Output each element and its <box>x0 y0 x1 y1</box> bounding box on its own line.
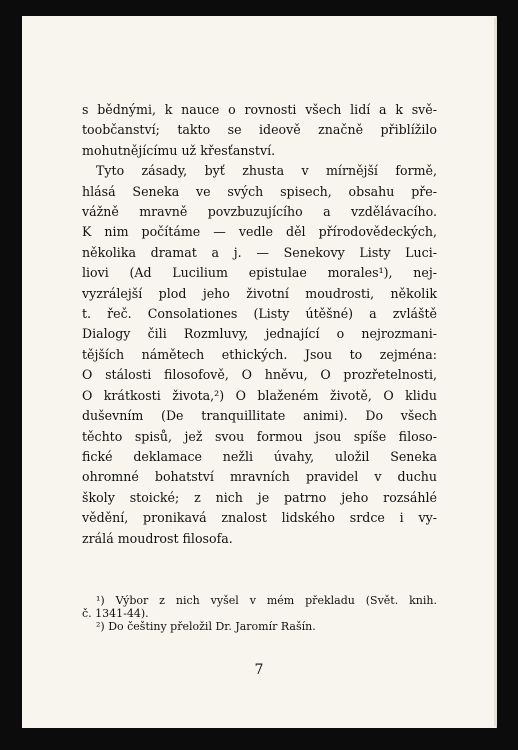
text-line: duševním (De tranquillitate animi). Do všech <box>82 408 437 424</box>
text-line: zrálá moudrost filosofa. <box>82 530 233 546</box>
text-line: vyzrálejší plod jeho životní moudrosti, několik <box>82 285 437 301</box>
footnote-2: ²) Do češtiny přeložil Dr. Jaromír Rašín. <box>96 620 316 633</box>
text-line: K nim počítáme — vedle děl přírodovědeckých, <box>82 224 437 240</box>
text-line: t. řeč. Consolationes (Listy útěšné) a zvláště <box>82 306 437 322</box>
text-line: hlásá Seneka ve svých spisech, obsahu pře- <box>82 183 437 199</box>
text-line: vážně mravně povzbuzujícího a vzdělávacího. <box>82 204 437 220</box>
text-line: Tyto zásady, byť zhusta v mírnější formě, <box>96 163 437 179</box>
text-line: mohutnějícímu už křesťanství. <box>82 142 276 158</box>
text-line: s bědnými, k nauce o rovnosti všech lidí a k svě- <box>82 102 437 117</box>
footnote-1-continuation: č. 1341-44). <box>82 607 149 620</box>
text-line: toobčanství; takto se ideově značně přiblížilo <box>82 122 437 138</box>
text-line: O stálosti filosofově, O hněvu, O prozřetelnosti, <box>82 367 437 383</box>
text-line: školy stoické; z nich je patrno jeho rozsáhlé <box>82 489 437 505</box>
text-line: ohromné bohatství mravních pravidel v duchu <box>82 469 437 485</box>
text-line: Dialogy čili Rozmluvy, jednající o nejrozmani- <box>82 326 437 342</box>
text-line: těchto spisů, jež svou formou jsou spíše filoso- <box>82 428 437 444</box>
text-line: vědění, pronikavá znalost lidského srdce i vy- <box>82 510 437 526</box>
text-line: O krátkosti života,²) O blaženém životě, O klidu <box>82 387 437 403</box>
footnotes <box>82 594 437 633</box>
text-line: liovi (Ad Lucilium epistulae morales¹), nej- <box>82 265 437 281</box>
page-number: 7 <box>254 662 264 678</box>
text-line: fické deklamace nežli úvahy, uložil Seneka <box>82 448 437 464</box>
text-line: tějších námětech ethických. Jsou to zejména: <box>82 346 437 362</box>
page-edge <box>494 18 497 726</box>
text-line: několika dramat a j. — Senekovy Listy Luci- <box>82 244 437 260</box>
body-text <box>82 100 437 549</box>
book-page <box>22 16 496 728</box>
footnote-1: ¹) Výbor z nich vyšel v mém překladu (Svět. knih. <box>96 594 437 607</box>
